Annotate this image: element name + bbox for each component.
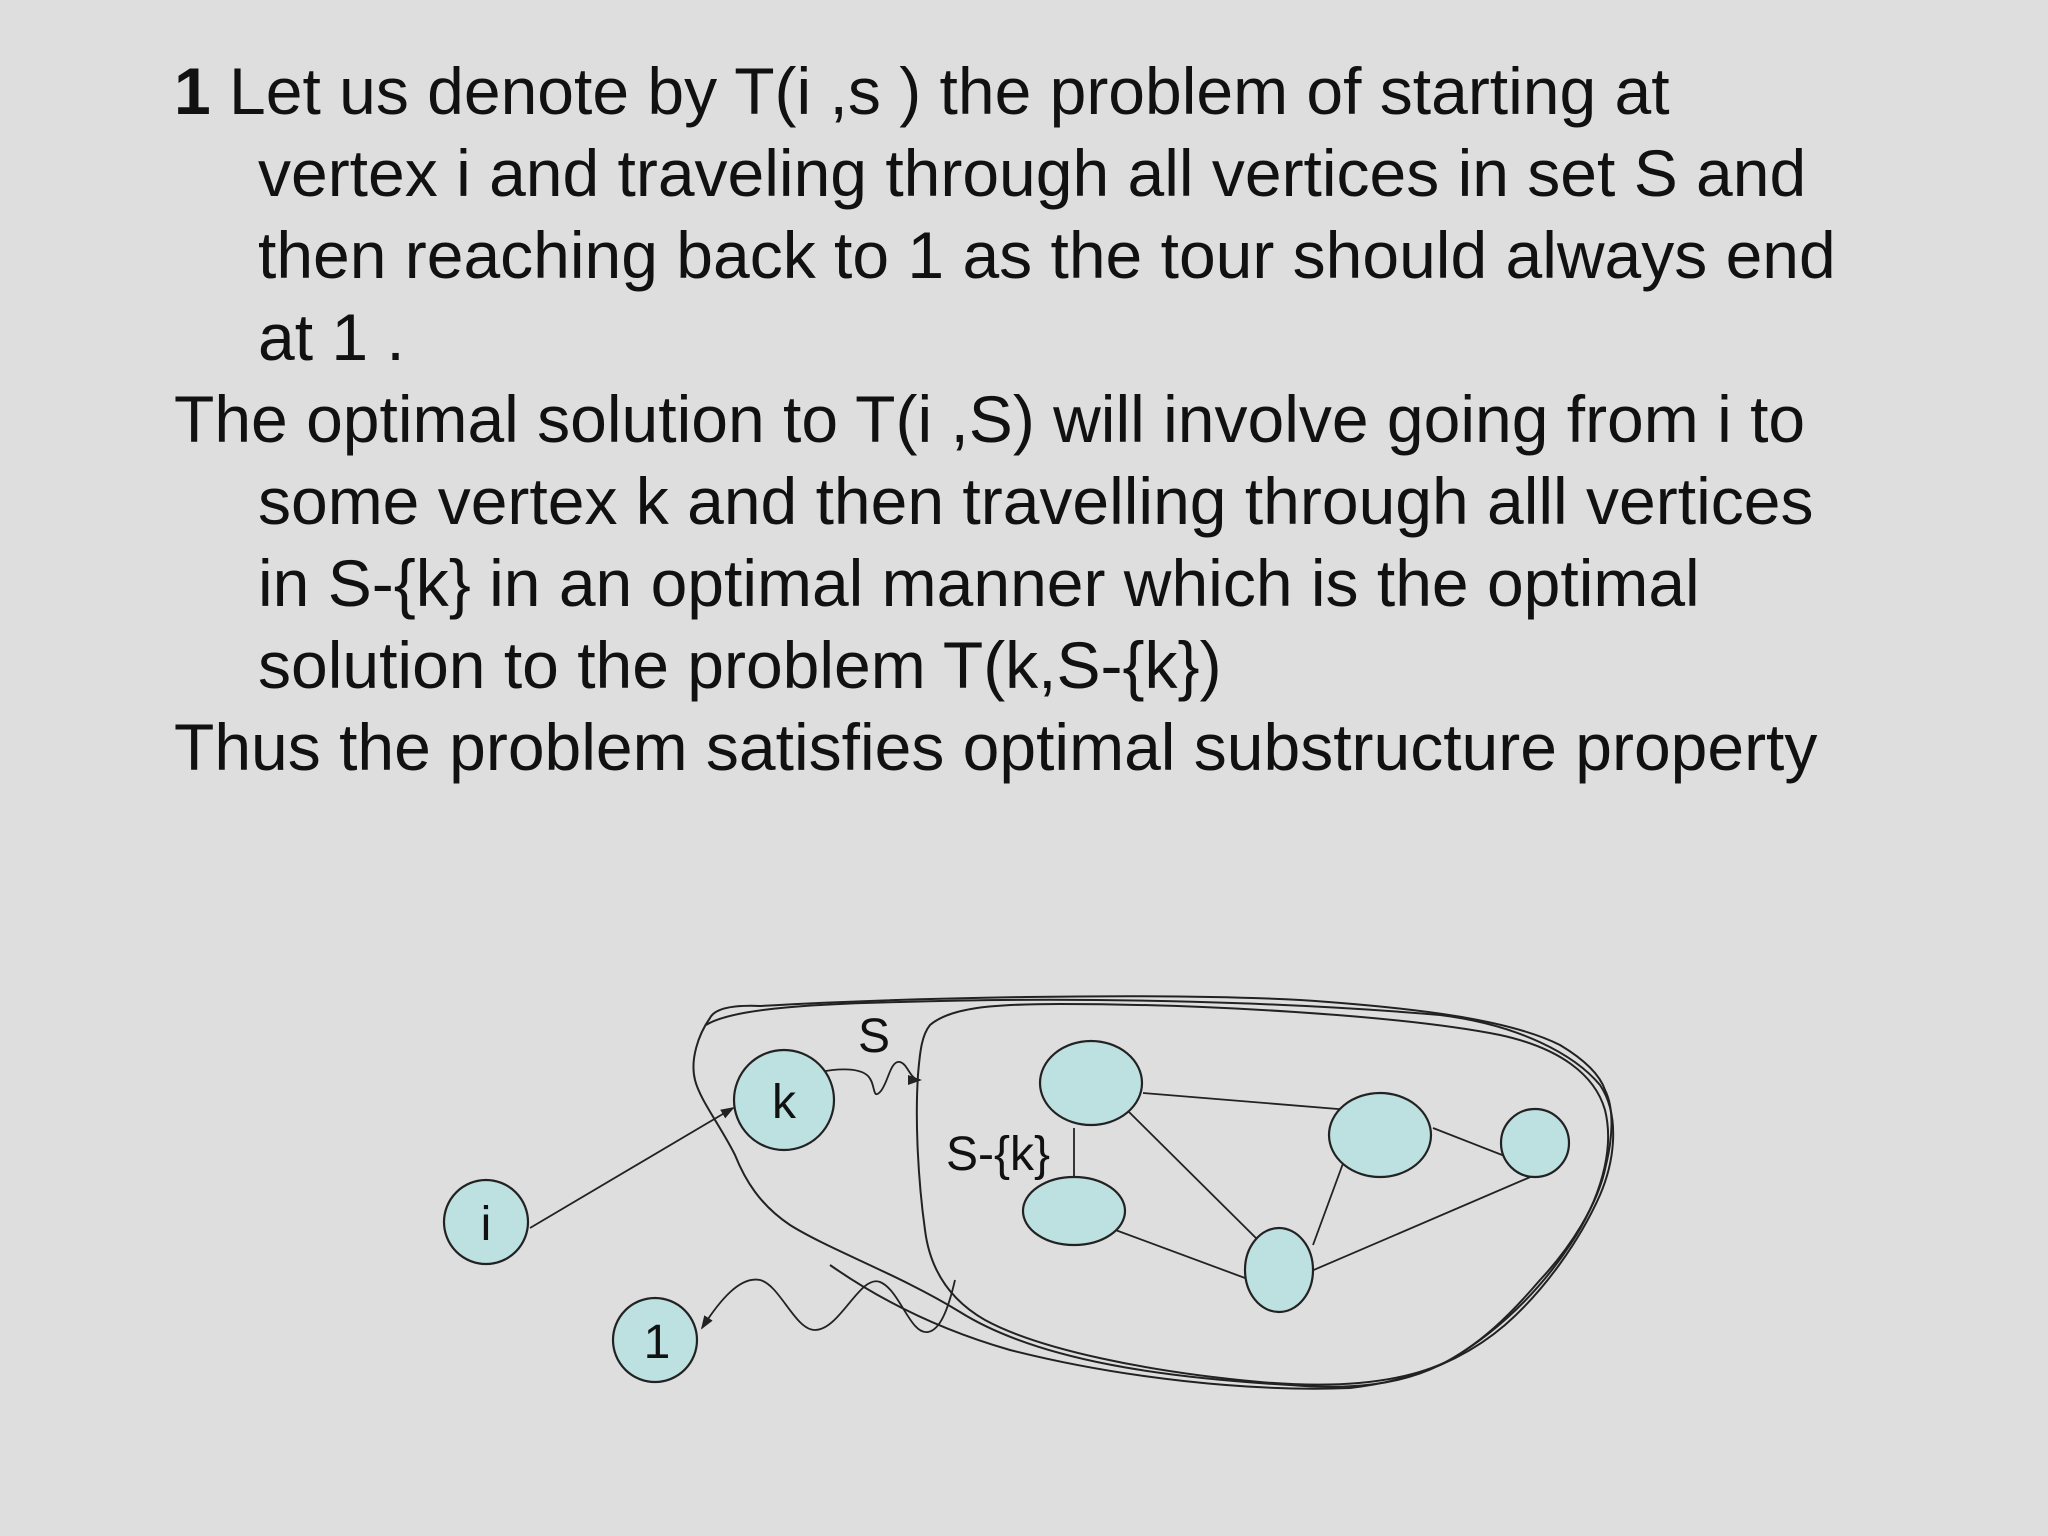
text-line: vertex i and traveling through all vertices in set S and xyxy=(258,136,1807,210)
text-line: at 1 . xyxy=(258,300,405,374)
text-line: some vertex k and then travelling through alll vertices xyxy=(258,464,1814,538)
edge-i-to-k xyxy=(530,1108,733,1228)
text-line: Thus the problem satisfies optimal substructure property xyxy=(174,710,1818,784)
set-s-boundary xyxy=(693,996,1611,1387)
node-i-label: i xyxy=(480,1198,492,1251)
set-s-minus-k-label: S-{k} xyxy=(945,1128,1051,1181)
edge xyxy=(1313,1158,1345,1245)
edge xyxy=(1127,1110,1263,1245)
set-s-boundary-retrace xyxy=(706,1000,1613,1389)
set-s-label: S xyxy=(857,1010,891,1063)
edge xyxy=(1295,1175,1535,1278)
edge xyxy=(1110,1228,1245,1278)
text-line: The optimal solution to T(i ,S) will involve going from i to xyxy=(174,382,1806,456)
node-unlabeled xyxy=(1040,1041,1142,1125)
node-k-label: k xyxy=(772,1076,796,1129)
text-line: solution to the problem T(k,S-{k}) xyxy=(258,628,1222,702)
edge xyxy=(1143,1093,1350,1110)
path-k-to-s-minus-k xyxy=(820,1062,920,1094)
node-unlabeled xyxy=(1245,1228,1313,1312)
text-line: then reaching back to 1 as the tour should always end xyxy=(258,218,1836,292)
set-s-minus-k-boundary xyxy=(917,1004,1608,1385)
text-line: Let us denote by T(i ,s ) the problem of starting at xyxy=(210,54,1670,128)
node-1-label: 1 xyxy=(643,1316,671,1369)
text-line: in S-{k} in an optimal manner which is the optimal xyxy=(258,546,1700,620)
node-unlabeled xyxy=(1023,1177,1125,1245)
item-number: 1 xyxy=(174,54,211,128)
node-unlabeled xyxy=(1501,1109,1569,1177)
node-unlabeled xyxy=(1329,1093,1431,1177)
